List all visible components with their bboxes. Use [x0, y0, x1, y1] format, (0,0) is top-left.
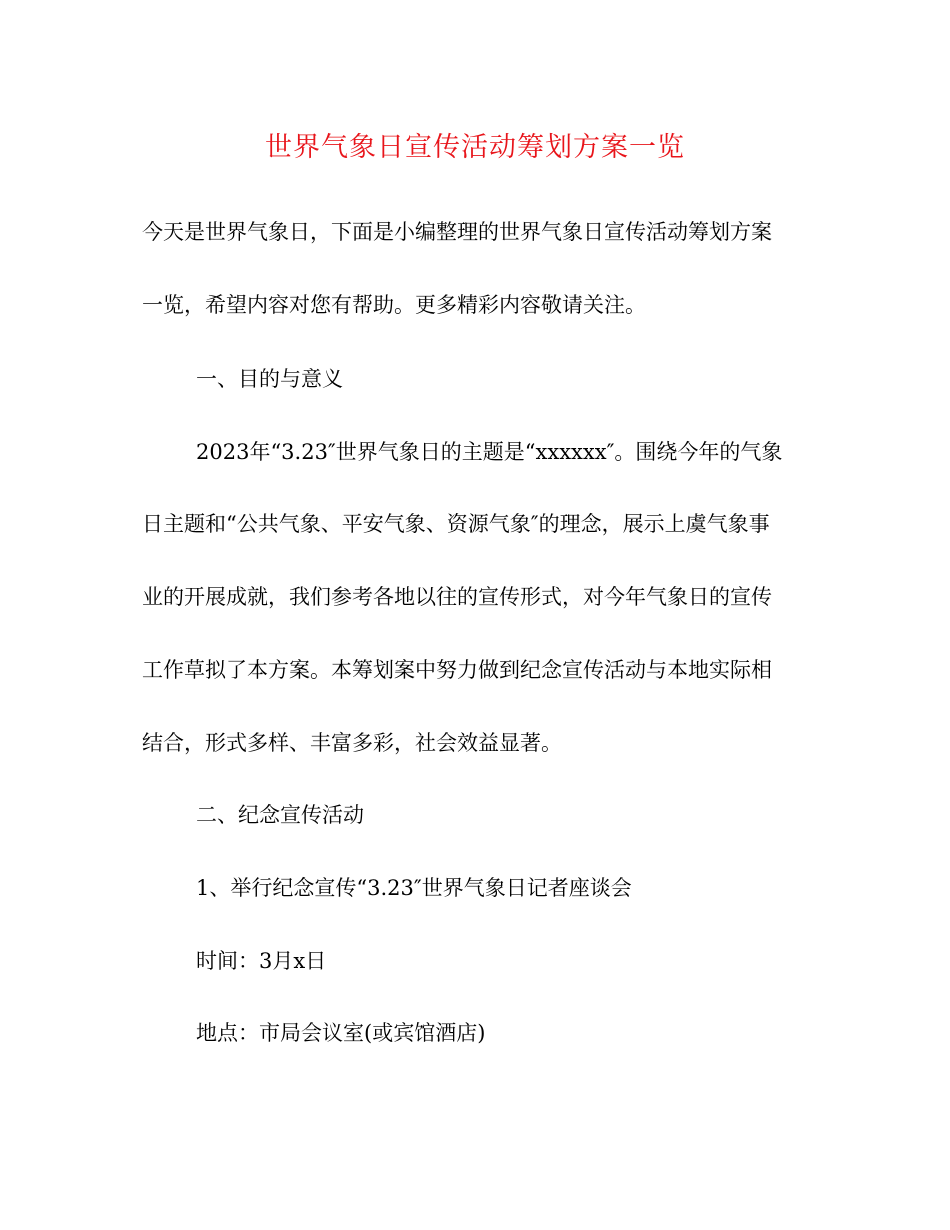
section-heading-activities: 二、纪念宣传活动 — [196, 803, 364, 827]
paragraph-line: 结合，形式多样、丰富多彩，社会效益显著。 — [142, 731, 562, 755]
activity-location: 地点：市局会议室(或宾馆酒店) — [196, 1021, 486, 1045]
paragraph-line: 业的开展成就，我们参考各地以往的宣传形式，对今年气象日的宣传 — [142, 585, 772, 609]
section-heading-purpose: 一、目的与意义 — [196, 367, 343, 391]
intro-line-2: 一览，希望内容对您有帮助。更多精彩内容敬请关注。 — [142, 293, 646, 317]
document-title: 世界气象日宣传活动筹划方案一览 — [265, 132, 685, 163]
paragraph-line: 工作草拟了本方案。本筹划案中努力做到纪念宣传活动与本地实际相 — [142, 658, 772, 682]
paragraph-line: 日主题和“公共气象、平安气象、资源气象″的理念，展示上虞气象事 — [142, 512, 770, 536]
paragraph-line: 2023年“3.23″世界气象日的主题是“xxxxxx″。围绕今年的气象 — [196, 440, 783, 464]
activity-item-1: 1、举行纪念宣传“3.23″世界气象日记者座谈会 — [196, 876, 632, 900]
intro-line-1: 今天是世界气象日，下面是小编整理的世界气象日宣传活动筹划方案 — [142, 220, 772, 244]
activity-time: 时间：3月x日 — [196, 949, 327, 973]
